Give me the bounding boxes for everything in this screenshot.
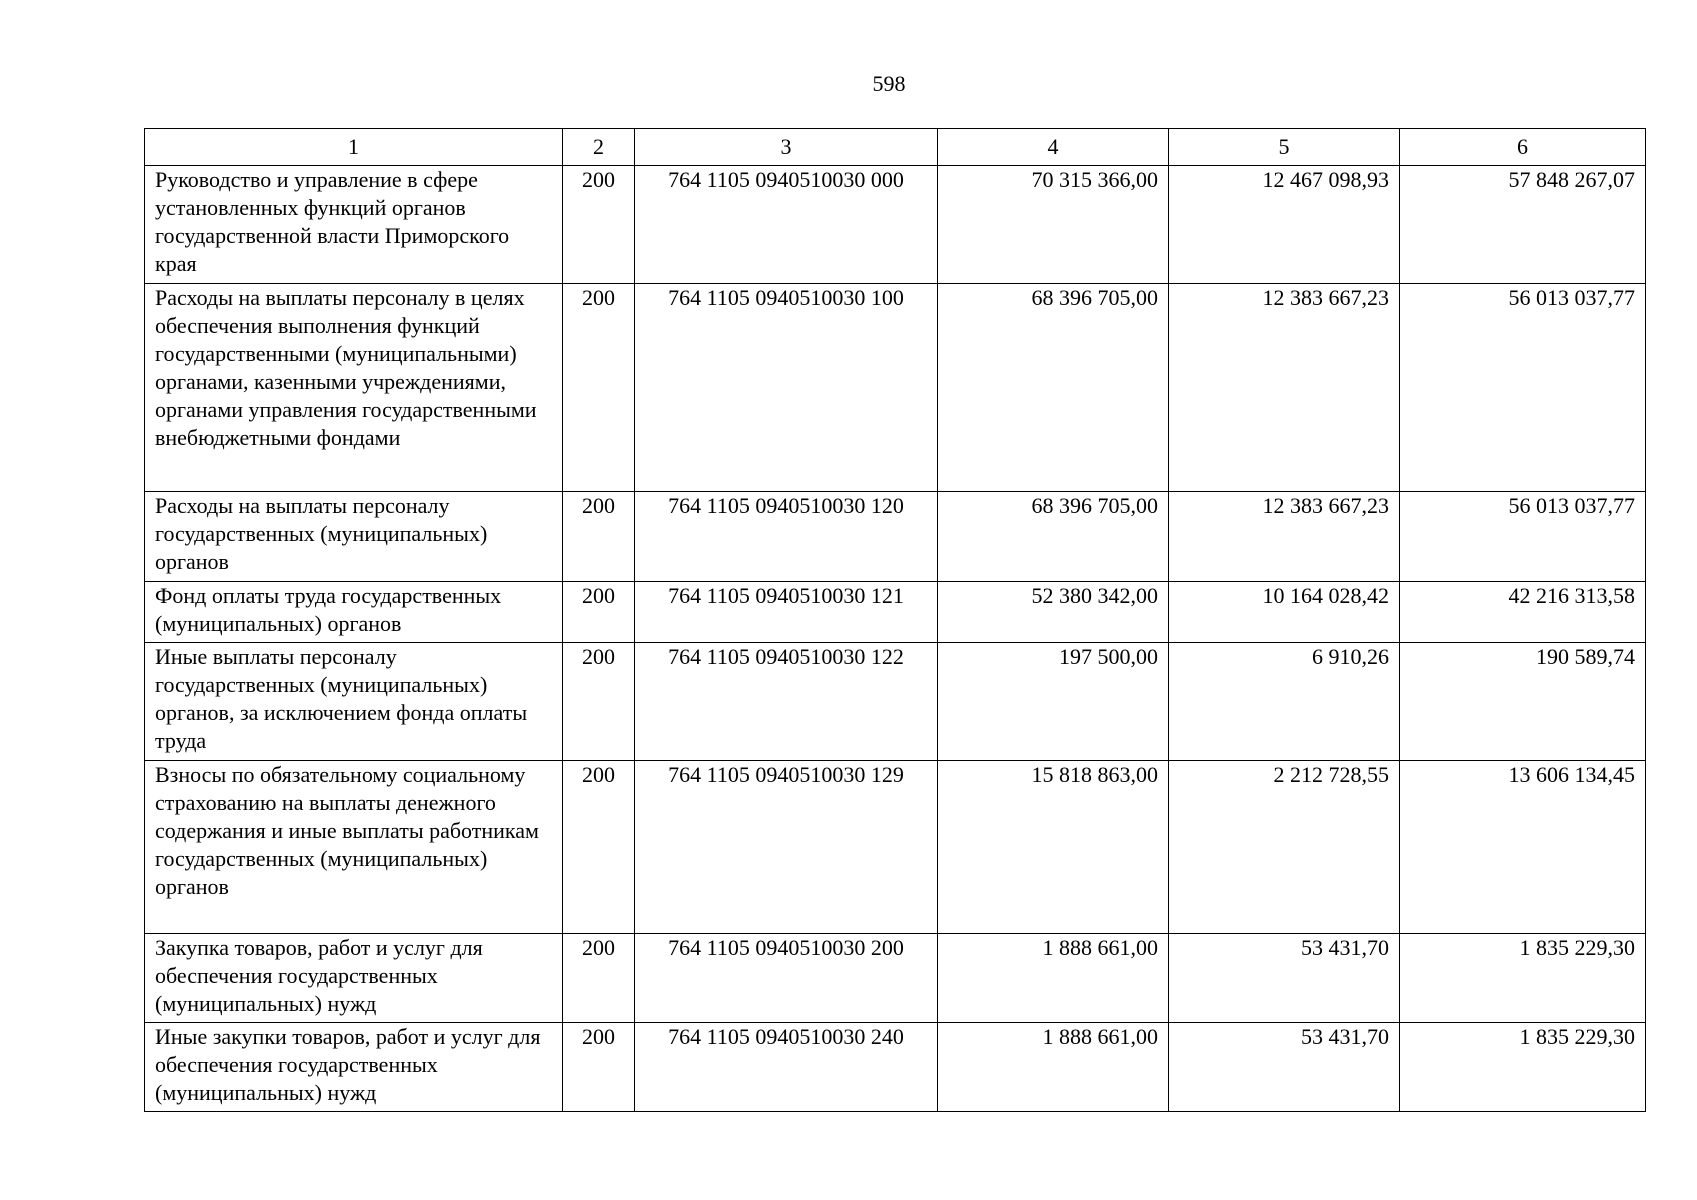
- page-number: 598: [872, 71, 906, 96]
- row-budget-code: 764 1105 0940510030 122: [635, 643, 938, 761]
- row-executed-amount: 53 431,70: [1169, 1023, 1400, 1112]
- row-description: Закупка товаров, работ и услуг для обеспечения государственных (муниципальных) нужд: [145, 934, 563, 1023]
- row-remaining-amount: 1 835 229,30: [1400, 934, 1646, 1023]
- row-budget-code: 764 1105 0940510030 100: [635, 284, 938, 492]
- row-budget-code: 764 1105 0940510030 000: [635, 166, 938, 284]
- column-header: 5: [1169, 129, 1400, 166]
- row-line-code: 200: [563, 761, 635, 934]
- row-budget-code: 764 1105 0940510030 200: [635, 934, 938, 1023]
- row-description: Взносы по обязательному социальному страхованию на выплаты денежного содержания и иные выплаты работникам государственных (муниципальных) органов: [145, 761, 563, 934]
- row-approved-amount: 1 888 661,00: [938, 1023, 1169, 1112]
- row-executed-amount: 12 467 098,93: [1169, 166, 1400, 284]
- row-budget-code: 764 1105 0940510030 121: [635, 582, 938, 643]
- row-remaining-amount: 56 013 037,77: [1400, 492, 1646, 582]
- row-description: Руководство и управление в сфере установленных функций органов государственной власти Приморского края: [145, 166, 563, 284]
- row-executed-amount: 12 383 667,23: [1169, 284, 1400, 492]
- row-executed-amount: 6 910,26: [1169, 643, 1400, 761]
- table-row: [145, 1023, 1646, 1112]
- row-budget-code: 764 1105 0940510030 129: [635, 761, 938, 934]
- row-approved-amount: 70 315 366,00: [938, 166, 1169, 284]
- column-header: 3: [635, 129, 938, 166]
- row-line-code: 200: [563, 492, 635, 582]
- table-row: [145, 934, 1646, 1023]
- table-row: [145, 492, 1646, 582]
- row-line-code: 200: [563, 643, 635, 761]
- row-remaining-amount: 42 216 313,58: [1400, 582, 1646, 643]
- row-description: Расходы на выплаты персоналу в целях обеспечения выполнения функций государственными (муниципальными) органами, казенными учреждениями, органами управления государственными внебюджетными фондами: [145, 284, 563, 492]
- row-budget-code: 764 1105 0940510030 120: [635, 492, 938, 582]
- row-remaining-amount: 56 013 037,77: [1400, 284, 1646, 492]
- row-approved-amount: 197 500,00: [938, 643, 1169, 761]
- table-row: [145, 284, 1646, 492]
- row-description: Расходы на выплаты персоналу государственных (муниципальных) органов: [145, 492, 563, 582]
- row-remaining-amount: 57 848 267,07: [1400, 166, 1646, 284]
- row-line-code: 200: [563, 582, 635, 643]
- row-approved-amount: 1 888 661,00: [938, 934, 1169, 1023]
- row-executed-amount: 53 431,70: [1169, 934, 1400, 1023]
- row-description: Иные закупки товаров, работ и услуг для обеспечения государственных (муниципальных) нужд: [145, 1023, 563, 1112]
- row-description: Фонд оплаты труда государственных (муниципальных) органов: [145, 582, 563, 643]
- row-executed-amount: 12 383 667,23: [1169, 492, 1400, 582]
- row-executed-amount: 10 164 028,42: [1169, 582, 1400, 643]
- table-row: [145, 166, 1646, 284]
- row-remaining-amount: 13 606 134,45: [1400, 761, 1646, 934]
- column-header: 4: [938, 129, 1169, 166]
- column-header: 2: [563, 129, 635, 166]
- row-budget-code: 764 1105 0940510030 240: [635, 1023, 938, 1112]
- row-approved-amount: 52 380 342,00: [938, 582, 1169, 643]
- row-approved-amount: 15 818 863,00: [938, 761, 1169, 934]
- row-approved-amount: 68 396 705,00: [938, 284, 1169, 492]
- row-line-code: 200: [563, 934, 635, 1023]
- column-header: 1: [145, 129, 563, 166]
- table-row: [145, 643, 1646, 761]
- table-row: [145, 761, 1646, 934]
- row-executed-amount: 2 212 728,55: [1169, 761, 1400, 934]
- row-description: Иные выплаты персоналу государственных (муниципальных) органов, за исключением фонда оплаты труда: [145, 643, 563, 761]
- row-remaining-amount: 1 835 229,30: [1400, 1023, 1646, 1112]
- column-header: 6: [1400, 129, 1646, 166]
- row-line-code: 200: [563, 284, 635, 492]
- row-line-code: 200: [563, 166, 635, 284]
- budget-table: [144, 128, 1646, 1112]
- table-row: [145, 582, 1646, 643]
- row-remaining-amount: 190 589,74: [1400, 643, 1646, 761]
- row-line-code: 200: [563, 1023, 635, 1112]
- table-header-row: [145, 129, 1646, 166]
- row-approved-amount: 68 396 705,00: [938, 492, 1169, 582]
